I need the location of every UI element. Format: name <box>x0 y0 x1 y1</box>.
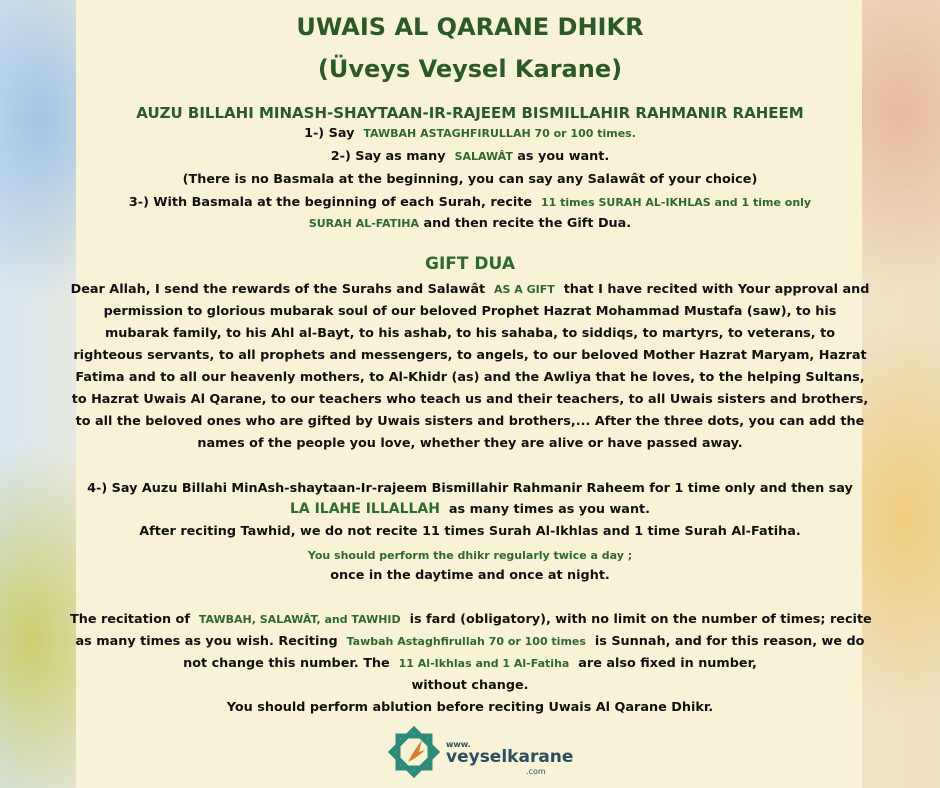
gift-line-0-suffix: that I have recited with Your approval and <box>563 282 870 297</box>
step-1-prefix: 1-) Say <box>304 126 355 141</box>
opening-phrase: AUZU BILLAHI MINASH-SHAYTAAN-IR-RAJEEM BISMILLAHIR RAHMANIR RAHEEM <box>136 104 804 122</box>
gift-line-4: Fatima and to all our heavenly mothers, to Al-Khidr (as) and the Awliya that he loves, to the helping Sultans, <box>75 370 865 385</box>
recitation-line-2-prefix: as many times as you wish. Reciting <box>75 634 338 649</box>
ablution-note: You should perform ablution before reciting Uwais Al Qarane Dhikr. <box>226 700 714 715</box>
step-4: 4-) Say Auzu Billahi MinAsh-shaytaan-Ir-rajeem Bismillahir Rahmanir Raheem for 1 time only and then say <box>87 481 853 496</box>
gift-line-3: righteous servants, to all prophets and messengers, to angels, to our beloved Mother Hazrat Maryam, Hazrat <box>73 348 867 363</box>
recitation-line-3 <box>70 656 870 672</box>
recitation-line-2-highlight: Tawbah Astaghfirullah 70 or 100 times <box>346 635 586 648</box>
logo-name: veyselkarane <box>446 747 574 767</box>
perform-note: You should perform the dhikr regularly twice a day ; <box>307 549 633 562</box>
gift-line-7: names of the people you love, whether they are alive or have passed away. <box>197 436 743 451</box>
step-3 <box>70 195 870 211</box>
logo-com: .com <box>526 767 546 776</box>
page-title: UWAIS AL QARANE DHIKR <box>296 13 644 41</box>
recitation-line-1-prefix: The recitation of <box>70 612 190 627</box>
gift-line-0-prefix: Dear Allah, I send the rewards of the Surahs and Salawât <box>70 282 486 297</box>
gift-line-0-highlight: AS A GIFT <box>494 283 555 296</box>
step-1-highlight: TAWBAH ASTAGHFIRULLAH 70 or 100 times. <box>363 127 636 140</box>
step-3b-highlight: SURAH AL-FATIHA <box>308 217 420 230</box>
recitation-line-1-suffix: is fard (obligatory), with no limit on the number of times; recite <box>409 612 872 627</box>
recitation-line-4: without change. <box>411 678 529 693</box>
step-3-continued <box>70 216 870 232</box>
step-3-prefix: 3-) With Basmala at the beginning of each Surah, recite <box>128 195 533 210</box>
step-2-prefix: 2-) Say as many <box>330 149 446 164</box>
logo-star-icon <box>388 726 440 778</box>
step-2-suffix: as you want. <box>517 149 610 164</box>
step-3b-suffix: and then recite the Gift Dua. <box>423 216 632 231</box>
step-2-note: (There is no Basmala at the beginning, you can say any Salawât of your choice) <box>182 172 758 187</box>
gift-line-6: to all the beloved ones who are gifted by Uwais sisters and brothers,... After the three dots, you can add the <box>75 414 865 429</box>
gift-line-0 <box>70 282 870 298</box>
step-4-note: After reciting Tawhid, we do not recite 11 times Surah Al-Ikhlas and 1 time Surah Al-Fatiha. <box>139 524 801 539</box>
veyselkarane-logo <box>388 726 574 778</box>
step-1 <box>70 126 870 142</box>
recitation-line-1-highlight: TAWBAH, SALAWÂT, and TAWHID <box>198 613 401 626</box>
gift-line-2: mubarak family, to his Ahl al-Bayt, to his ashab, to his sahaba, to siddiqs, to martyrs, to veterans, to <box>104 326 836 341</box>
step-2 <box>70 149 870 165</box>
gift-line-5: to Hazrat Uwais Al Qarane, to our teachers who teach us and their teachers, to all Uwais sisters and brothers, <box>71 392 869 407</box>
gift-dua-heading: GIFT DUA <box>425 254 515 274</box>
recitation-line-1 <box>70 612 870 628</box>
recitation-line-3-highlight: 11 Al-Ikhlas and 1 Al-Fatiha <box>398 657 570 670</box>
step-3-highlight: 11 times SURAH AL-IKHLAS and 1 time only <box>541 196 812 209</box>
logo-www: www. <box>446 740 471 749</box>
step-4-highlight: LA ILAHE ILLALLAH <box>289 501 440 517</box>
recitation-line-3-prefix: not change this number. The <box>183 656 390 671</box>
recitation-line-3-suffix: are also fixed in number, <box>578 656 757 671</box>
step-4-suffix: as many times as you want. <box>448 502 651 517</box>
page-subtitle: (Üveys Veysel Karane) <box>317 55 623 83</box>
recitation-line-2 <box>70 634 870 650</box>
step-2-highlight: SALAWÂT <box>454 150 513 163</box>
gift-line-1: permission to glorious mubarak soul of our beloved Prophet Hazrat Mohammad Mustafa (saw), to his <box>103 304 837 319</box>
step-4-continued <box>70 501 870 518</box>
perform-note-2: once in the daytime and once at night. <box>330 568 610 583</box>
recitation-line-2-suffix: is Sunnah, and for this reason, we do <box>594 634 865 649</box>
